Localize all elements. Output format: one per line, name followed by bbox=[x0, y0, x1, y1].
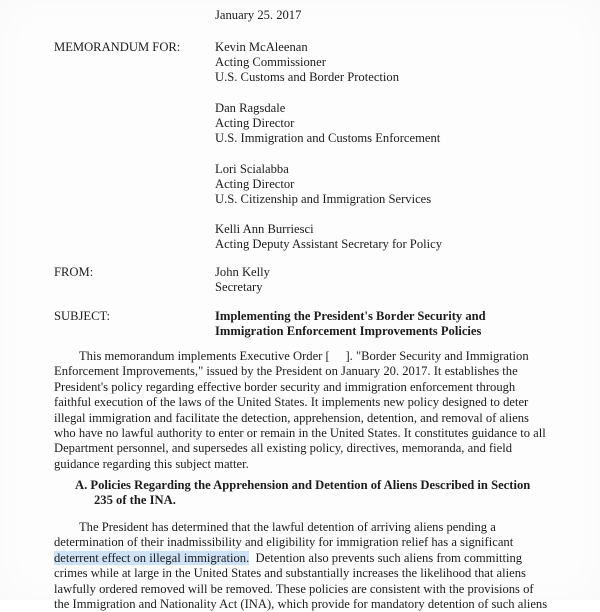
recipient-title: Acting Director bbox=[215, 116, 295, 130]
section-heading: 235 of the INA. bbox=[94, 493, 176, 507]
paragraph-line: crimes while at large in the United States and substantially increases the likelihood that aliens bbox=[54, 566, 526, 581]
paragraph-line bbox=[54, 551, 554, 566]
paragraph-line: The President has determined that the lawful detention of arriving aliens pending a bbox=[54, 520, 496, 534]
paragraph-line: President's policy regarding effective border security and immigration enforcement through bbox=[54, 379, 516, 394]
memo-date: January 25. 2017 bbox=[215, 8, 302, 22]
highlighted-text: deterrent effect on illegal immigration. bbox=[54, 550, 250, 565]
paragraph-line: guidance regarding this subject matter. bbox=[54, 456, 249, 471]
subject-label: SUBJECT: bbox=[54, 309, 111, 323]
paragraph-line: illegal immigration and facilitate the detection, apprehension, detention, and removal of aliens bbox=[54, 410, 529, 425]
recipient-title: Acting Deputy Assistant Secretary for Policy bbox=[215, 237, 442, 251]
memorandum-for-label: MEMORANDUM FOR: bbox=[54, 40, 181, 54]
subject-line: Implementing the President's Border Security and bbox=[215, 309, 486, 323]
paragraph-line: determination of their inadmissibility and eligibility for immigration relief has a significant bbox=[54, 535, 514, 550]
recipient-name: Dan Ragsdale bbox=[215, 101, 286, 115]
paragraph-text: Detention also prevents such aliens from committing bbox=[249, 550, 523, 565]
section-heading: A. Policies Regarding the Apprehension and Detention of Aliens Described in Section bbox=[75, 478, 531, 492]
section-a-paragraph bbox=[54, 520, 554, 612]
paragraph-line: faithful execution of the laws of the United States. It implements new policy designed to deter bbox=[54, 395, 529, 410]
paragraph-line: Department personnel, and supersedes all existing policy, directives, memoranda, and field bbox=[54, 441, 513, 456]
recipient-name: Lori Scialabba bbox=[215, 162, 289, 176]
recipient-org: U.S. Citizenship and Immigration Services bbox=[215, 192, 432, 206]
paragraph-line: who have no lawful authority to enter or remain in the United States. It constitutes guidance to all bbox=[54, 425, 546, 440]
paragraph-line: the Immigration and Nationality Act (INA), which provide for mandatory detention of such aliens bbox=[54, 596, 548, 611]
paragraph-line: Enforcement Improvements," issued by the President on January 20. 2017. It establishes the bbox=[54, 364, 518, 379]
recipient-org: U.S. Immigration and Customs Enforcement bbox=[215, 131, 441, 145]
paragraph-line: This memorandum implements Executive Order [ ]. "Border Security and Immigration bbox=[54, 349, 529, 363]
recipient-org: U.S. Customs and Border Protection bbox=[215, 70, 399, 84]
recipient-name: Kelli Ann Burriesci bbox=[215, 222, 314, 236]
paragraph-line: lawfully ordered removed will be removed. These policies are consistent with the provisions of bbox=[54, 581, 534, 596]
from-title: Secretary bbox=[215, 280, 263, 294]
subject-line: Immigration Enforcement Improvements Policies bbox=[215, 324, 482, 338]
recipient-title: Acting Director bbox=[215, 177, 295, 191]
from-name: John Kelly bbox=[215, 265, 270, 279]
from-label: FROM: bbox=[54, 265, 94, 279]
intro-paragraph bbox=[54, 349, 554, 472]
recipient-title: Acting Commissioner bbox=[215, 55, 326, 69]
recipient-name: Kevin McAleenan bbox=[215, 40, 308, 54]
